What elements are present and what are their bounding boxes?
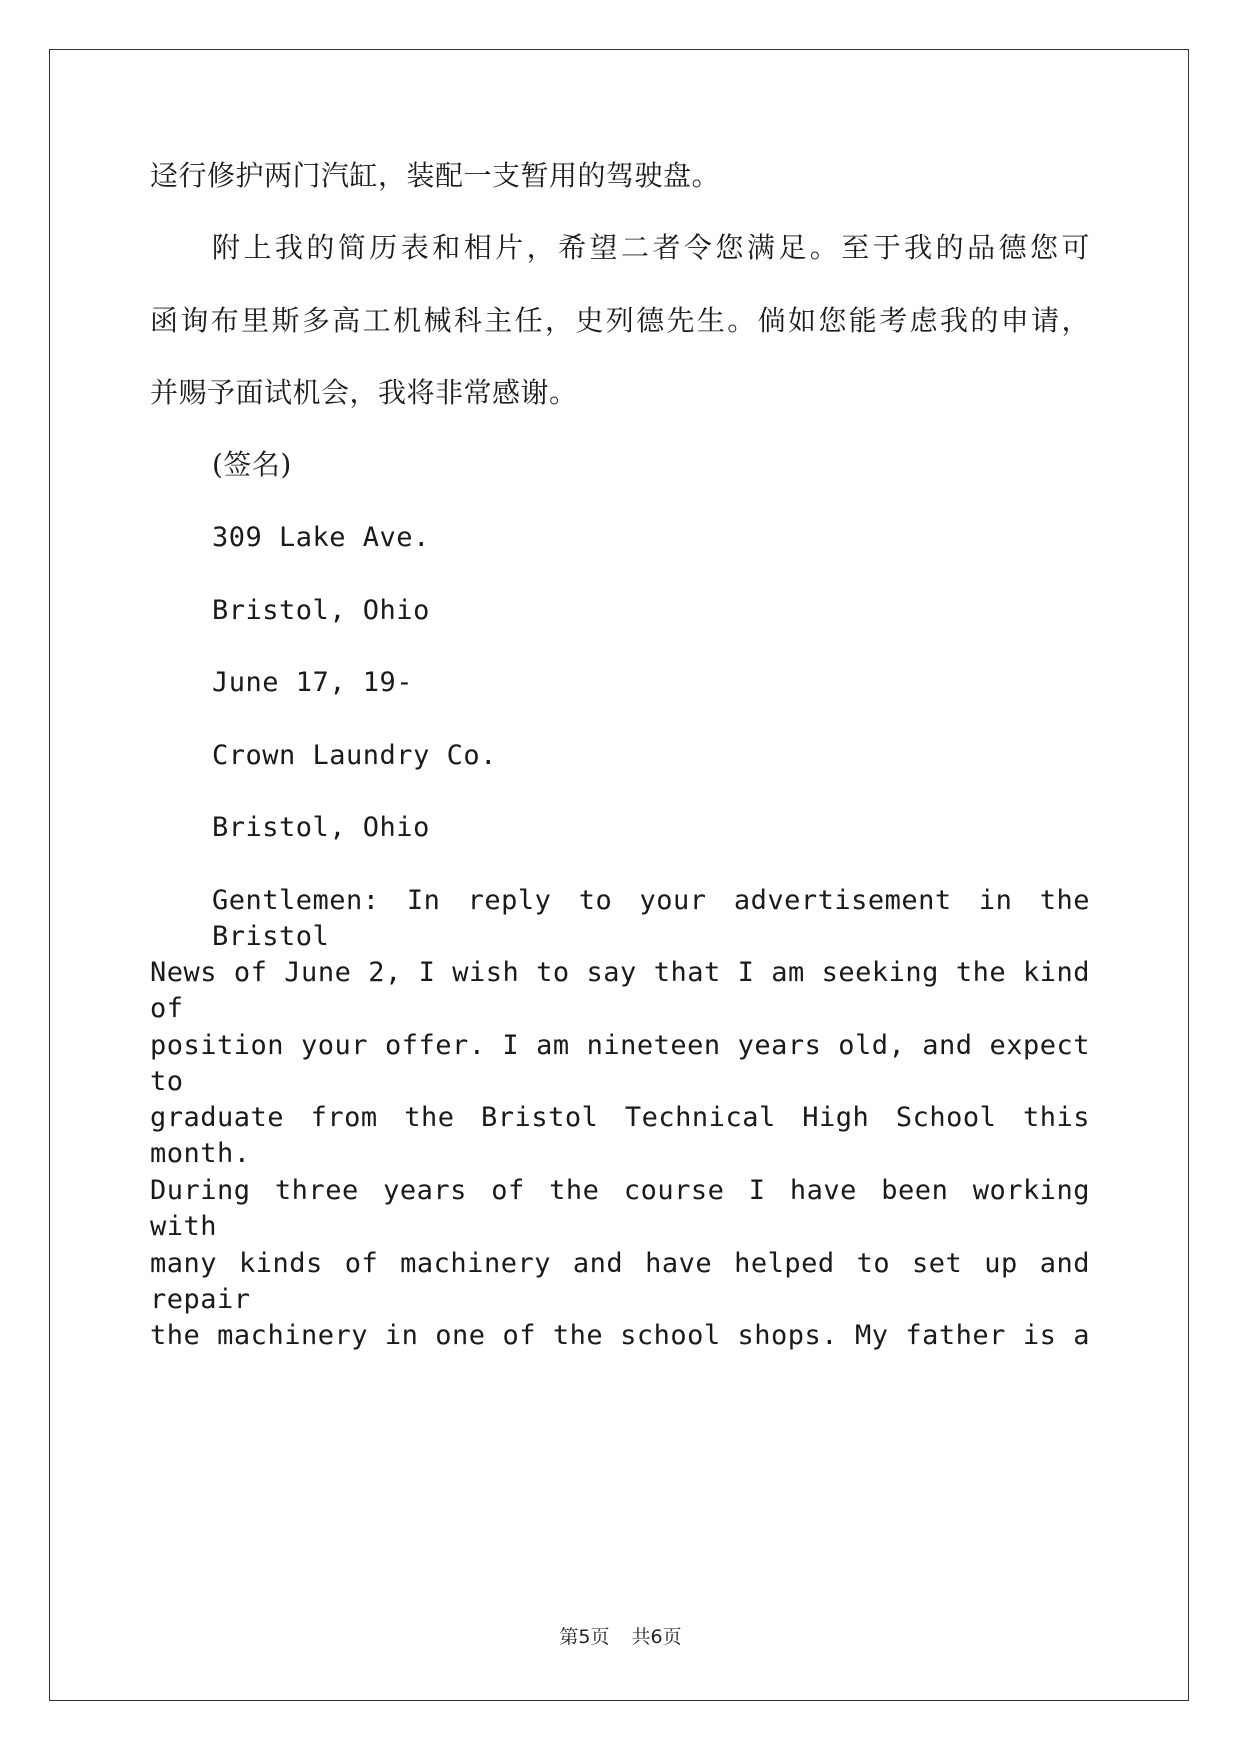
page-footer (0, 1622, 1241, 1649)
text-line: 函询布里斯多高工机械科主任，史列德先生。倘如您能考虑我的申请， (150, 304, 1090, 337)
date-line: June 17, 19- (212, 667, 414, 698)
signature-line: (签名) (212, 448, 292, 481)
text-line: 迳行修护两门汽缸，装配一支暂用的驾驶盘。 (150, 159, 721, 192)
recipient-line: Crown Laundry Co. (212, 740, 497, 771)
text-line: many kinds of machinery and have helped to set up and repair (150, 1248, 1090, 1315)
text-line: News of June 2, I wish to say that I am seeking the kind of (150, 957, 1090, 1024)
text-line: Gentlemen: In reply to your advertisement in the Bristol (212, 885, 1090, 952)
address-line: 309 Lake Ave. (212, 522, 430, 553)
page-total: 共6页 (631, 1626, 682, 1648)
text-line: During three years of the course I have been working with (150, 1175, 1090, 1242)
text-line: graduate from the Bristol Technical High School this month. (150, 1102, 1090, 1169)
recipient-line: Bristol, Ohio (212, 812, 430, 843)
text-line: position your offer. I am nineteen years old, and expect to (150, 1030, 1090, 1097)
page-number: 第5页 (559, 1626, 610, 1648)
text-line: 并赐予面试机会，我将非常感谢。 (150, 376, 578, 409)
text-line: 附上我的简历表和相片，希望二者令您满足。至于我的品德您可 (212, 231, 1090, 264)
text-line: the machinery in one of the school shops. My father is a (150, 1320, 1090, 1351)
address-line: Bristol, Ohio (212, 595, 430, 626)
page-border (49, 49, 1189, 1701)
